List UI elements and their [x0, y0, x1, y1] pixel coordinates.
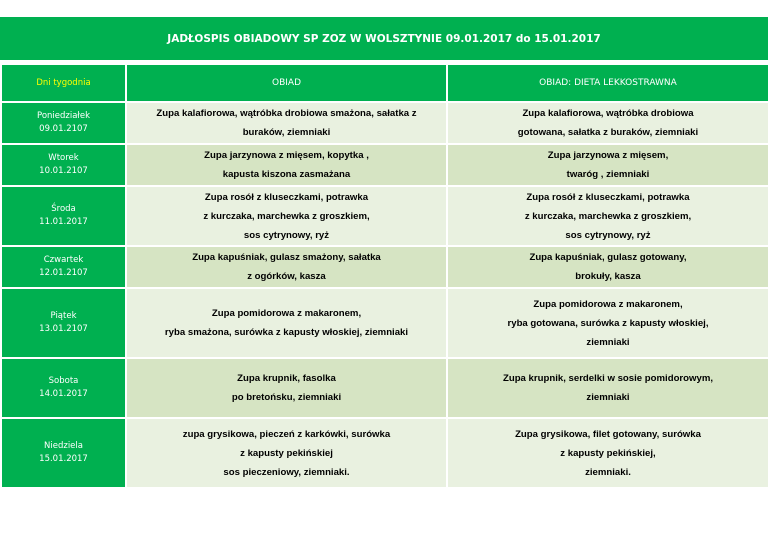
day-cell	[2, 247, 125, 287]
obiad-text-line: Zupa kalafiorowa, wątróbka drobiowa smażona, sałatka z	[156, 108, 417, 119]
dieta-cell	[448, 419, 768, 487]
header-obiad: OBIAD	[127, 65, 446, 101]
obiad-text-line: z ogórków, kasza	[247, 271, 326, 282]
day-name: Piątek	[50, 311, 77, 321]
obiad-text-line: zupa grysikowa, pieczeń z karkówki, surówka	[182, 428, 391, 440]
obiad-cell	[127, 187, 446, 245]
menu-row	[2, 187, 768, 245]
obiad-cell	[127, 289, 446, 357]
dieta-text-line: Zupa kapuśniak, gulasz gotowany,	[529, 252, 687, 263]
menu-title: JADŁOSPIS OBIADOWY SP ZOZ W WOLSZTYNIE 09.01.2017 do 15.01.2017	[0, 17, 768, 60]
day-name: Sobota	[48, 376, 79, 386]
day-cell	[2, 187, 125, 245]
obiad-cell	[127, 419, 446, 487]
menu-row	[2, 419, 768, 487]
obiad-text-line: Zupa rosół z kluseczkami, potrawka	[204, 191, 369, 203]
menu-rows	[2, 103, 768, 487]
obiad-text-line: Zupa kapuśniak, gulasz smażony, sałatka	[192, 252, 381, 263]
dieta-text-line: Zupa jarzynowa z mięsem,	[547, 150, 669, 161]
day-name: Środa	[51, 204, 76, 214]
obiad-text-line: Zupa krupnik, fasolka	[237, 373, 336, 384]
day-cell	[2, 289, 125, 357]
dieta-text-line: z kapusty pekińskiej,	[560, 447, 656, 459]
day-name: Poniedziałek	[37, 111, 90, 121]
table-header-row	[2, 65, 768, 101]
day-date: 13.01.2107	[39, 324, 88, 334]
day-name: Wtorek	[48, 153, 79, 163]
dieta-cell	[448, 103, 768, 143]
obiad-text-line: z kurczaka, marchewka z groszkiem,	[203, 210, 370, 222]
obiad-text-line: ryba smażona, surówka z kapusty włoskiej, ziemniaki	[164, 327, 409, 338]
dieta-text-line: sos cytrynowy, ryż	[565, 229, 651, 241]
dieta-text-line: ziemniaki	[586, 336, 630, 348]
dieta-text-line: Zupa rosół z kluseczkami, potrawka	[526, 191, 690, 203]
day-cell	[2, 359, 125, 417]
obiad-text-line: kapusta kiszona zasmażana	[222, 169, 351, 180]
dieta-text-line: z kurczaka, marchewka z groszkiem,	[524, 210, 692, 222]
dieta-cell	[448, 359, 768, 417]
menu-row	[2, 289, 768, 357]
day-date: 09.01.2107	[39, 124, 88, 134]
dieta-text-line: ziemniaki	[586, 392, 630, 403]
dieta-text-line: twaróg , ziemniaki	[566, 169, 650, 180]
day-date: 11.01.2017	[39, 217, 88, 227]
day-cell	[2, 145, 125, 185]
dieta-cell	[448, 247, 768, 287]
dieta-text-line: Zupa kalafiorowa, wątróbka drobiowa	[522, 108, 694, 119]
obiad-text-line: sos pieczeniowy, ziemniaki.	[223, 466, 350, 478]
day-date: 15.01.2017	[39, 454, 88, 464]
header-days: Dni tygodnia	[2, 65, 125, 101]
dieta-text-line: Zupa pomidorowa z makaronem,	[533, 298, 683, 310]
menu-row	[2, 145, 768, 185]
obiad-cell	[127, 145, 446, 185]
dieta-text-line: Zupa grysikowa, filet gotowany, surówka	[515, 428, 701, 440]
obiad-cell	[127, 247, 446, 287]
obiad-text-line: buraków, ziemniaki	[242, 127, 331, 138]
menu-row	[2, 359, 768, 417]
obiad-text-line: Zupa pomidorowa z makaronem,	[211, 308, 362, 319]
day-cell	[2, 419, 125, 487]
obiad-text-line: Zupa jarzynowa z mięsem, kopytka ,	[204, 150, 369, 161]
dieta-text-line: gotowana, sałatka z buraków, ziemniaki	[517, 127, 699, 138]
obiad-text-line: po bretońsku, ziemniaki	[231, 392, 342, 403]
obiad-text-line: z kapusty pekińskiej	[240, 447, 333, 459]
day-name: Czwartek	[43, 255, 84, 265]
dieta-cell	[448, 289, 768, 357]
dieta-cell	[448, 187, 768, 245]
obiad-text-line: sos cytrynowy, ryż	[243, 229, 330, 241]
header-dieta: OBIAD: DIETA LEKKOSTRAWNA	[448, 65, 768, 101]
obiad-cell	[127, 103, 446, 143]
menu-row	[2, 247, 768, 287]
day-cell	[2, 103, 125, 143]
dieta-text-line: brokuły, kasza	[575, 271, 641, 282]
day-date: 10.01.2107	[39, 166, 88, 176]
menu-table	[0, 63, 768, 489]
dieta-text-line: Zupa krupnik, serdelki w sosie pomidorowym,	[502, 373, 714, 384]
obiad-cell	[127, 359, 446, 417]
dieta-text-line: ryba gotowana, surówka z kapusty włoskiej,	[507, 317, 709, 329]
day-name: Niedziela	[44, 441, 83, 451]
dieta-cell	[448, 145, 768, 185]
day-date: 12.01.2107	[39, 268, 88, 278]
menu-row	[2, 103, 768, 143]
dieta-text-line: ziemniaki.	[585, 466, 631, 478]
day-date: 14.01.2017	[39, 389, 88, 399]
